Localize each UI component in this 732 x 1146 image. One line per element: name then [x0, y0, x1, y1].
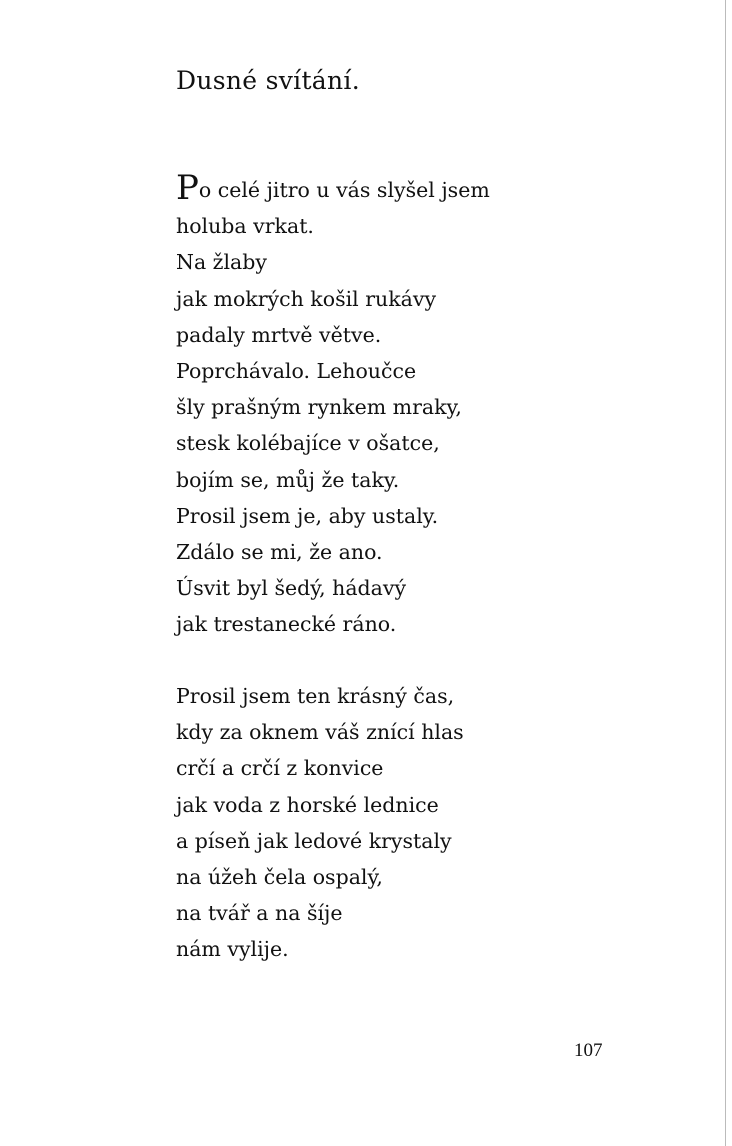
- poem-line: crčí a crčí z konvice: [176, 756, 384, 781]
- drop-cap: P: [176, 168, 199, 208]
- poem-line: na tvář a na šíje: [176, 901, 343, 926]
- stanza-2: [176, 678, 464, 968]
- poem-line: jak mokrých košil rukávy: [176, 286, 437, 311]
- poem-line: nám vylije.: [176, 937, 289, 962]
- poem-line: holuba vrkat.: [176, 214, 314, 239]
- poem-line: šly prašným rynkem mraky,: [176, 395, 462, 420]
- poem-line: Úsvit byl šedý, hádavý: [176, 576, 407, 601]
- poem-line: a píseň jak ledové krystaly: [176, 828, 452, 853]
- poem-line: Prosil jsem ten krásný čas,: [176, 684, 455, 708]
- poem-line: padaly mrtvě větve.: [176, 322, 382, 347]
- poem-line: jak voda z horské lednice: [176, 792, 439, 817]
- poem-line: Prosil jsem je, aby ustaly.: [176, 503, 439, 528]
- stanza-1: [176, 168, 490, 642]
- poem-line: jak trestanecké ráno.: [176, 612, 397, 637]
- poem-line: kdy za oknem váš znící hlas: [176, 720, 464, 745]
- first-line-text: o celé jitro u vás slyšel jsem: [198, 178, 490, 202]
- poem-title: Dusné svítání.: [176, 66, 360, 95]
- poem-line: [176, 168, 490, 208]
- poem-line: Na žlaby: [176, 250, 267, 275]
- poem-line: na úžeh čela ospalý,: [176, 864, 383, 889]
- page-edge: [725, 0, 726, 1146]
- poem-line: Zdálo se mi, že ano.: [176, 539, 383, 564]
- poem-line: bojím se, můj že taky.: [176, 467, 400, 492]
- poem-line: Poprchávalo. Lehoučce: [176, 358, 417, 383]
- poem-line: stesk kolébajíce v ošatce,: [176, 431, 440, 456]
- page-number: 107: [574, 1040, 603, 1061]
